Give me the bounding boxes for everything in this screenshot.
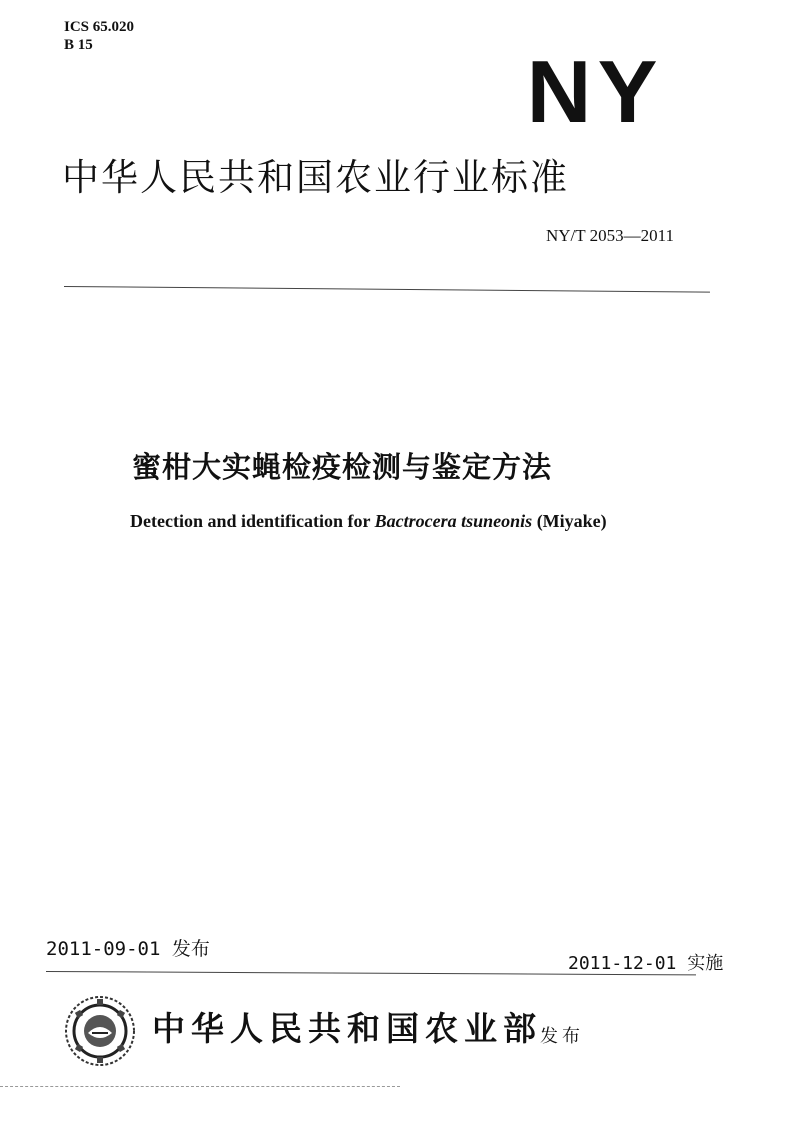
document-title-cn: 蜜柑大实蝇检疫检测与鉴定方法 [132,450,553,484]
title-en-species: Bactrocera tsuneonis [374,511,533,531]
header-divider [64,286,710,293]
ics-number: ICS 65.020 [64,19,135,35]
issue-date: 2011-09-01 发布 [46,938,210,960]
issuing-ministry: 中华人民共和国农业部 [152,1009,542,1048]
standard-type-title: 中华人民共和国农业行业标准 [62,156,569,199]
publish-label: 发布 [540,1026,584,1047]
ics-code [64,18,134,54]
emblem-graphic [62,993,138,1069]
title-en-suffix: (Miyake) [532,511,607,531]
standard-code: NY/T 2053—2011 [546,226,674,245]
bottom-scan-line [0,1086,400,1087]
document-title-en [130,511,607,532]
ny-logo: NY [526,42,664,141]
ministry-emblem-icon [62,993,138,1069]
title-en-prefix: Detection and identification for [130,511,375,531]
implementation-date: 2011-12-01 实施 [568,953,724,974]
classification-code: B 15 [64,37,93,53]
